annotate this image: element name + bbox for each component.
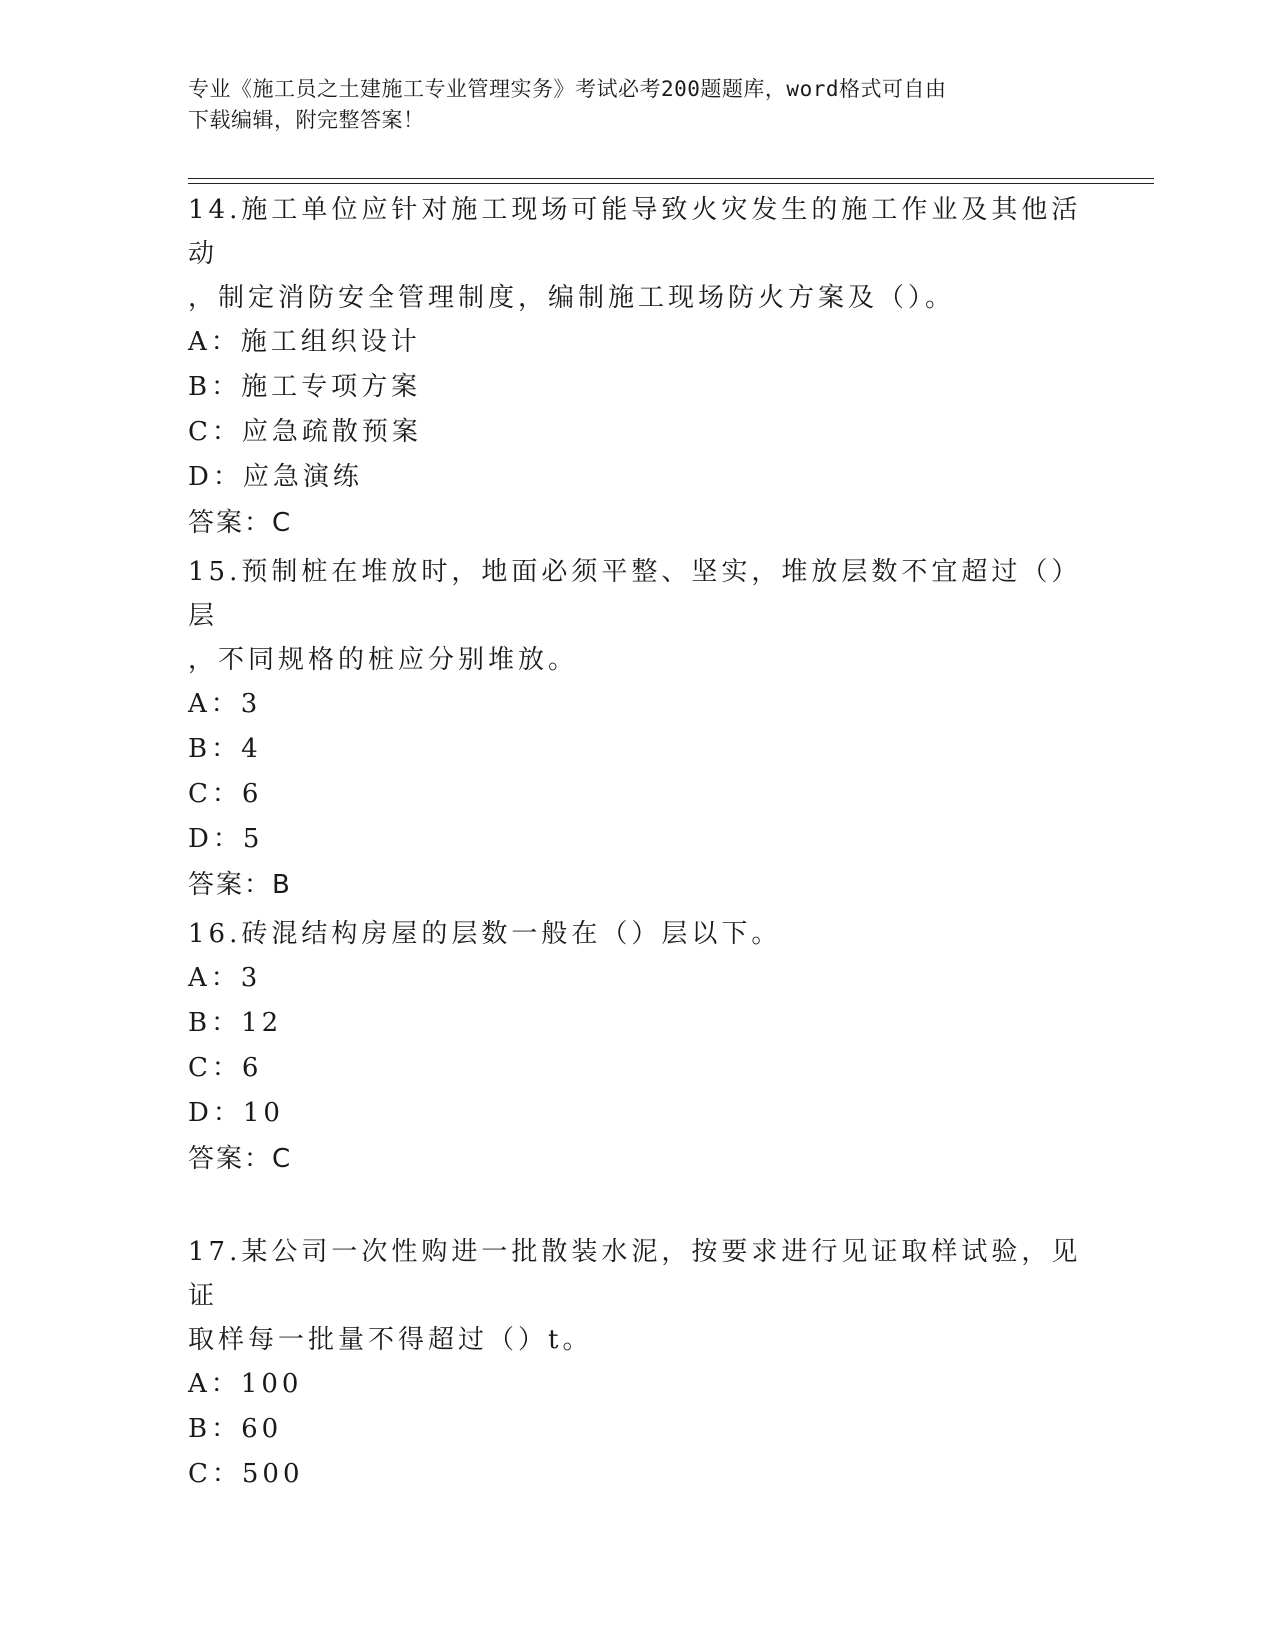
question-stem-line-1: 14.施工单位应针对施工现场可能导致火灾发生的施工作业及其他活动 xyxy=(188,195,1082,269)
question-stem-line-1: 15.预制桩在堆放时，地面必须平整、坚实，堆放层数不宜超过（）层 xyxy=(188,557,1082,631)
question-14 xyxy=(188,188,1088,546)
option-d: D：10 xyxy=(188,1098,284,1128)
option-a: A：100 xyxy=(188,1369,303,1399)
answer: 答案：C xyxy=(188,508,293,538)
question-16 xyxy=(188,912,1088,1182)
option-c: C：500 xyxy=(188,1459,304,1489)
question-17 xyxy=(188,1230,1088,1497)
question-stem-line-1: 17.某公司一次性购进一批散装水泥，按要求进行见证取样试验，见证 xyxy=(188,1237,1082,1311)
option-c: C：6 xyxy=(188,779,263,809)
option-d: D：5 xyxy=(188,824,264,854)
option-d: D：应急演练 xyxy=(188,462,363,492)
option-b: B：4 xyxy=(188,734,262,764)
header-line-2: 下载编辑，附完整答案！ xyxy=(188,108,425,132)
header-divider-top xyxy=(188,178,1154,179)
option-b: B：施工专项方案 xyxy=(188,372,422,402)
option-c: C：6 xyxy=(188,1053,263,1083)
question-stem-line-1: 16.砖混结构房屋的层数一般在（）层以下。 xyxy=(188,919,782,949)
question-stem-line-2: ，制定消防安全管理制度，编制施工现场防火方案及（）。 xyxy=(188,283,956,313)
document-header xyxy=(188,74,1068,136)
option-b: B：60 xyxy=(188,1414,283,1444)
question-stem-line-2: ，不同规格的桩应分别堆放。 xyxy=(188,645,579,675)
answer: 答案：B xyxy=(188,870,292,900)
question-stem-line-2: 取样每一批量不得超过（）t。 xyxy=(188,1325,593,1355)
header-line-1: 专业《施工员之土建施工专业管理实务》考试必考200题题库，word格式可自由 xyxy=(188,77,947,101)
option-c: C：应急疏散预案 xyxy=(188,417,422,447)
header-divider-bottom xyxy=(188,183,1154,184)
option-a: A：施工组织设计 xyxy=(188,327,421,357)
answer: 答案：C xyxy=(188,1144,293,1174)
question-15 xyxy=(188,550,1088,908)
option-a: A：3 xyxy=(188,963,262,993)
option-b: B：12 xyxy=(188,1008,283,1038)
option-a: A：3 xyxy=(188,689,262,719)
